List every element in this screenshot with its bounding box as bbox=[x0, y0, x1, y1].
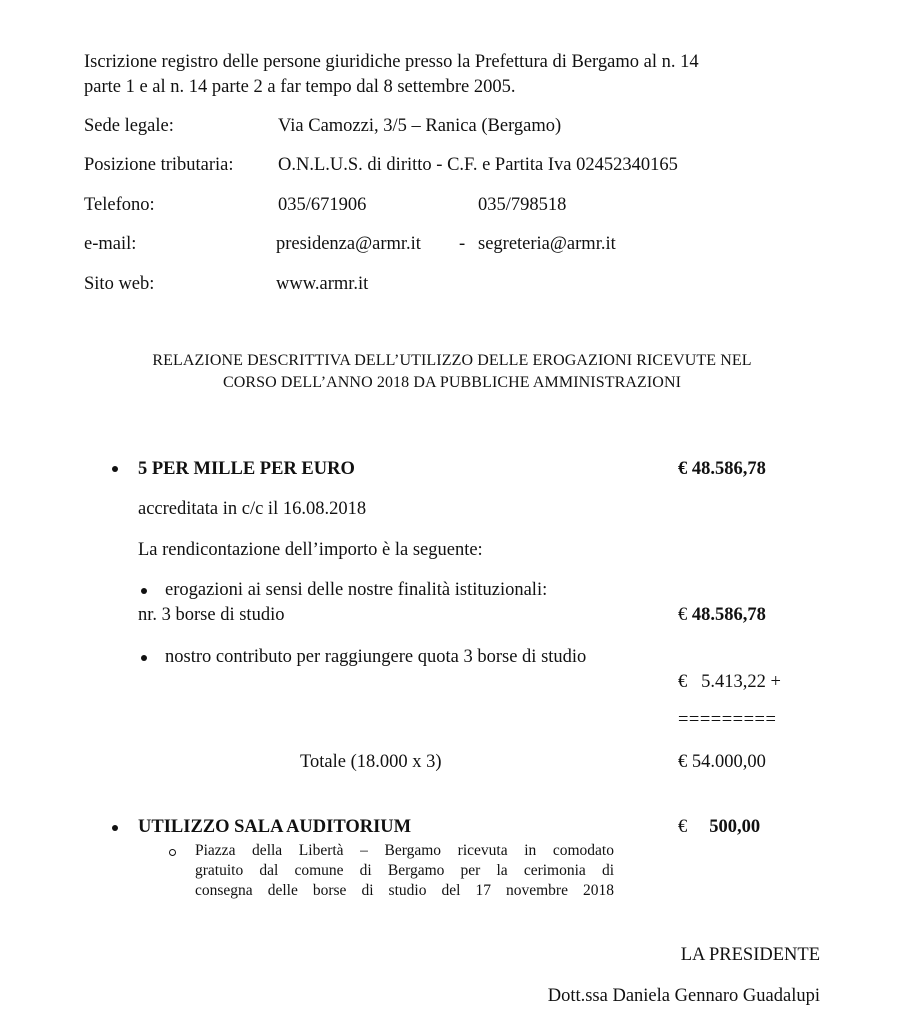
item2-amount-value: 500,00 bbox=[709, 817, 761, 837]
bullet-dot-icon bbox=[112, 825, 118, 831]
sub1-line-2: nr. 3 borse di studio bbox=[138, 605, 285, 625]
note-line-3: consegna delle borse di studio del 17 novembre 2018 bbox=[195, 882, 614, 899]
sito-label: Sito web: bbox=[84, 274, 155, 294]
item1-title: 5 PER MILLE PER EURO bbox=[138, 459, 355, 479]
posizione-value: O.N.L.U.S. di diritto - C.F. e Partita Iva 02452340165 bbox=[278, 155, 678, 175]
sub2-amount: € 5.413,22 + bbox=[678, 672, 781, 692]
item2-title: UTILIZZO SALA AUDITORIUM bbox=[138, 817, 412, 837]
sub1-line-1: erogazioni ai sensi delle nostre finalità istituzionali: bbox=[165, 580, 548, 600]
report-heading-line-2: CORSO DELL’ANNO 2018 DA PUBBLICHE AMMINISTRAZIONI bbox=[222, 374, 682, 391]
email-presidenza: presidenza@armr.it bbox=[276, 234, 421, 254]
bullet-dot-icon bbox=[141, 655, 147, 661]
telefono-1: 035/671906 bbox=[278, 195, 367, 215]
sub1-amount-value: 48.586,78 bbox=[691, 605, 766, 625]
bullet-circle-icon bbox=[169, 849, 176, 856]
item2-amount-prefix: € bbox=[678, 817, 688, 837]
item1-accredito: accreditata in c/c il 16.08.2018 bbox=[138, 499, 367, 519]
signature-role: LA PRESIDENTE bbox=[680, 945, 820, 965]
sub1-amount-prefix: € bbox=[678, 605, 688, 625]
totale-label: Totale (18.000 x 3) bbox=[300, 752, 442, 772]
report-heading-line-1: RELAZIONE DESCRITTIVA DELL’UTILIZZO DELLE EROGAZIONI RICEVUTE NEL bbox=[152, 352, 752, 369]
sede-label: Sede legale: bbox=[84, 116, 174, 136]
note-line-1: Piazza della Libertà – Bergamo ricevuta in comodato bbox=[195, 842, 614, 859]
sub2-text: nostro contributo per raggiungere quota 3 borse di studio bbox=[165, 647, 587, 667]
sito-value: www.armr.it bbox=[276, 274, 369, 294]
item2-note bbox=[195, 841, 614, 901]
registration-paragraph bbox=[84, 50, 820, 100]
registration-line-1: Iscrizione registro delle persone giuridiche presso la Prefettura di Bergamo al n. 14 bbox=[84, 52, 699, 72]
bullet-dot-icon bbox=[141, 588, 147, 594]
item2-amount bbox=[678, 817, 760, 838]
sub1-amount bbox=[678, 605, 766, 626]
signature-name: Dott.ssa Daniela Gennaro Guadalupi bbox=[547, 986, 820, 1006]
item1-rendicontazione: La rendicontazione dell’importo è la seguente: bbox=[138, 540, 483, 560]
email-label: e-mail: bbox=[84, 234, 137, 254]
note-line-2: gratuito dal comune di Bergamo per la cerimonia di bbox=[195, 862, 614, 879]
telefono-label: Telefono: bbox=[84, 195, 155, 215]
bullet-dot-icon bbox=[112, 466, 118, 472]
sum-separator: ========= bbox=[678, 710, 777, 730]
sede-value: Via Camozzi, 3/5 – Ranica (Bergamo) bbox=[278, 116, 562, 136]
email-separator: - bbox=[459, 234, 466, 254]
item1-amount: € 48.586,78 bbox=[678, 459, 766, 479]
totale-amount: € 54.000,00 bbox=[678, 752, 766, 772]
posizione-label: Posizione tributaria: bbox=[84, 155, 234, 175]
telefono-2: 035/798518 bbox=[478, 195, 567, 215]
registration-line-2: parte 1 e al n. 14 parte 2 a far tempo dal 8 settembre 2005. bbox=[84, 77, 516, 97]
email-segreteria: segreteria@armr.it bbox=[478, 234, 616, 254]
